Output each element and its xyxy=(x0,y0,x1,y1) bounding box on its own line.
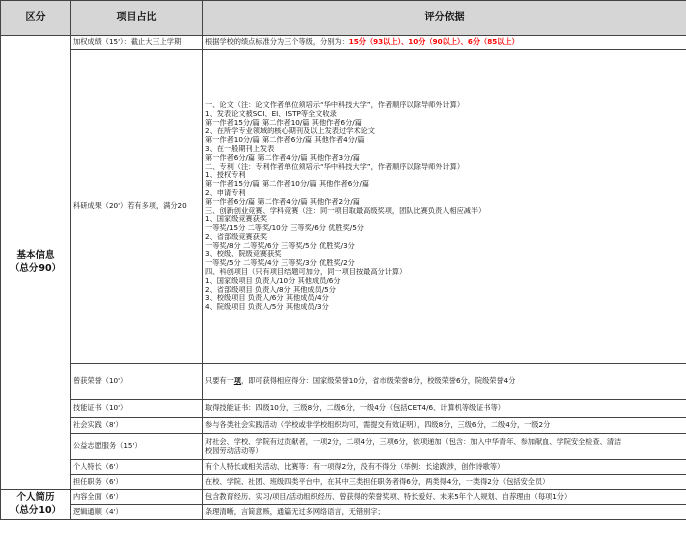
table-row xyxy=(1,36,686,50)
basis-line: 校园劳动活动等） xyxy=(205,446,263,455)
table-row xyxy=(1,460,686,475)
item-cell: 技能证书（10'） xyxy=(71,400,203,418)
basis-line: 3、校级、院级竞赛获奖 xyxy=(205,250,282,259)
basis-cell xyxy=(203,36,686,50)
table-row xyxy=(1,364,686,400)
basis-line: 对社会、学校、学院有过贡献者，一项2分，二项4分，三项6分，依项递加（包含：加入中华青年、参加献血、学院安全检查、清洁 xyxy=(205,437,622,446)
basis-line: 1、发表论文被SCI、EI、ISTP等全文收录 xyxy=(205,109,337,118)
table-row xyxy=(1,505,686,520)
basis-cell: 有个人特长或相关活动、比赛等：有一项得2分，没有不得分（举例：长途跋涉，创作诗歌等） xyxy=(203,460,686,475)
table-row xyxy=(1,490,686,505)
table-row xyxy=(1,50,686,364)
basis-line: 四、科创项目（只有项目结题可加分，同一项目按最高分计算） xyxy=(205,267,407,276)
basis-cell: 取得技能证书：四级10分，三级8分，二级6分，一级4分（包括CET4/6、计算机等级证书等） xyxy=(203,400,686,418)
item-cell: 科研成果（20'）若有多项，满分20 xyxy=(71,50,203,364)
header-item: 项目占比 xyxy=(71,1,203,36)
basis-line: 4、院级项目 负责人/5分 其他成员/3分 xyxy=(205,303,329,312)
category-basic-info xyxy=(1,36,71,490)
basis-line: 2、在所学专业领域的核心期刊及以上发表过学术论文 xyxy=(205,127,375,136)
basis-cell: 在校、学院、社团、班级四类平台中，在其中三类担任职务者得6分，两类得4分，一类得2分（包括安全员） xyxy=(203,475,686,490)
basis-text: 只要有一 xyxy=(205,376,234,386)
basis-line: 第一作者15分/篇 第二作者10/篇 其他作者6分/篇 xyxy=(205,118,362,127)
basis-line: 一等奖/5分 二等奖/4分 三等奖/3分 优胜奖/2分 xyxy=(205,259,355,268)
basis-line: 2、申请专利 xyxy=(205,188,246,197)
basis-line: 三、创新创业竞赛、学科竞赛（注：同一项目取最高级奖项，团队比赛负责人相应减半） xyxy=(205,206,486,215)
basis-cell xyxy=(203,364,686,400)
basis-cell: 包含教育经历、实习/项目/活动组织经历、曾获得的荣誉奖项、特长爱好、未来5年个人规划、自荐理由（每项1分） xyxy=(203,490,686,505)
category-total: （总分10） xyxy=(9,504,62,516)
basis-cell: 条理清晰，言简意赅，通篇无过多网络语言，无错别字； xyxy=(203,505,686,520)
table-row xyxy=(1,418,686,434)
basis-cell xyxy=(203,434,686,460)
item-cell: 公益志愿服务（15'） xyxy=(71,434,203,460)
basis-line: 1、国家级竞赛获奖 xyxy=(205,215,268,224)
basis-line: 2、省部级竞赛获奖 xyxy=(205,232,268,241)
item-cell: 加权成绩（15'）：截止大三上学期 xyxy=(71,36,203,50)
grade-levels: 15分（93以上）、10分（90以上）、6分（85以上） xyxy=(348,37,519,47)
basis-text: ，即可获得相应得分：国家级荣誉10分，省市级荣誉8分，校级荣誉6分，院级荣誉4分 xyxy=(240,376,516,386)
item-cell: 个人特长（6'） xyxy=(71,460,203,475)
table-row xyxy=(1,475,686,490)
basis-text: 根据学校的绩点标准分为三个等级，分别为： xyxy=(205,37,349,47)
header-category: 区分 xyxy=(1,1,71,36)
category-total: （总分90） xyxy=(9,262,62,274)
basis-line: 一、论文（注：论文作者单位须培示“华中科技大学”，作者顺序以除导师外计算） xyxy=(205,101,465,110)
item-cell: 曾获荣誉（10'） xyxy=(71,364,203,400)
basis-line: 第一作者15分/篇 第二作者10分/篇 其他作者6分/篇 xyxy=(205,180,370,189)
basis-line: 3、校级项目 负责人/6分 其他成员/4分 xyxy=(205,294,329,303)
basis-line: 1、国家级项目 负责人/10分 其他成员/6分 xyxy=(205,276,341,285)
item-cell: 社会实践（8'） xyxy=(71,418,203,434)
basis-line: 二、专利（注：专利作者单位须培示“华中科技大学”，作者顺序以除导师外计算） xyxy=(205,162,465,171)
basis-cell: 参与各类社会实践活动（学校或非学校组织均可，需提交有效证明），四级8分，三级6分，二级4分，一级2分 xyxy=(203,418,686,434)
basis-line: 第一作者6分/篇 第二作者4分/篇 其他作者2分/篇 xyxy=(205,197,360,206)
header-basis: 评分依据 xyxy=(203,1,686,36)
category-title: 个人简历 xyxy=(16,491,55,503)
item-cell: 担任职务（6'） xyxy=(71,475,203,490)
basis-line: 一等奖/8分 二等奖/6分 三等奖/5分 优胜奖/3分 xyxy=(205,241,355,250)
basis-line: 2、省部级项目 负责人/8分 其他成员/5分 xyxy=(205,285,336,294)
basis-line: 第一作者6分/篇 第二作者4分/篇 其他作者3分/篇 xyxy=(205,153,360,162)
table-row xyxy=(1,434,686,460)
table-row xyxy=(1,400,686,418)
item-cell: 内容全面（6'） xyxy=(71,490,203,505)
basis-emphasis: 项 xyxy=(233,376,241,386)
basis-line: 3、在一般期刊上发表 xyxy=(205,145,275,154)
header-row xyxy=(1,1,686,36)
category-resume xyxy=(1,490,71,520)
basis-cell xyxy=(203,50,686,364)
basis-line: 一等奖/15分 二等奖/10分 三等奖/6分 优胜奖/5分 xyxy=(205,224,364,233)
basis-line: 1、授权专利 xyxy=(205,171,246,180)
basis-line: 第一作者10分/篇 第二作者6分/篇 其他作者4分/篇 xyxy=(205,136,365,145)
item-cell: 逻辑通顺（4'） xyxy=(71,505,203,520)
category-title: 基本信息 xyxy=(16,249,55,261)
